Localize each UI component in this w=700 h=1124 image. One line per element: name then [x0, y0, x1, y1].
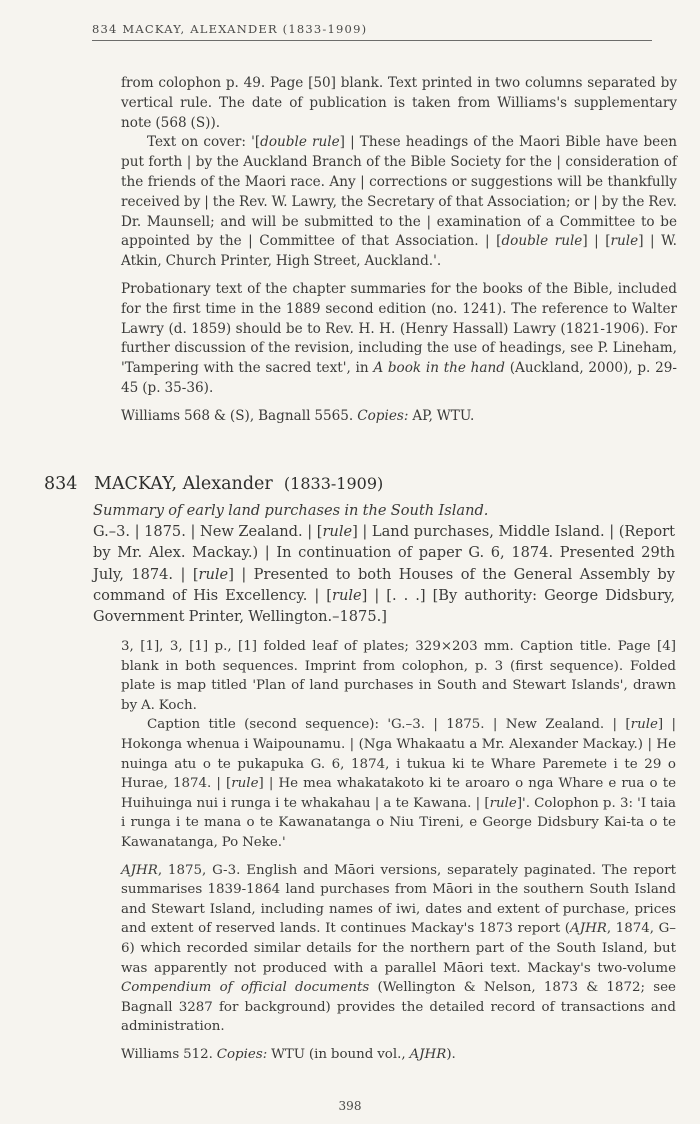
entry-transcription: G.–3. | 1875. | New Zealand. | [rule] | Land purchases, Middle Island. | (Report by Mr. Alex. Mackay.) | In continuation of paper G. 6, 1874. Presented 29th July, 1874. | [rule] | Presented to both Houses of the General Assembly by command of His Excellency. | [rule] | [. . .] [By authority: George Didsbury, Government Printer, Wellington.–1875.]: [93, 523, 675, 626]
paragraph-references: Williams 568 & (S), Bagnall 5565. Copies: AP, WTU.: [121, 407, 475, 424]
paragraph-caption-title: Caption title (second sequence): 'G.–3. | 1875. | New Zealand. | [rule] | Hokonga whenua i Waipounamu. | (Nga Whakaatu a Mr. Alexander Mackay.) | He nuinga atu o te pukapuka G. 6, 1874, i tukua ki te Whare Paremete i te 29 o Hurae, 1874. | [rule] | He mea whakatakoto ki te aroaro o nga Whare e rua o te Huihuinga nui i runga i te whakahau | a te Kawana. | [rule]'. Colophon p. 3: 'I taia i runga i te mana o te Kawanatanga o Niu Tireni, e George Didsbury Kai-ta o te Kawanatanga, Po Neke.': [121, 717, 677, 850]
entry-number: 834: [44, 474, 78, 494]
entry-title: Summary of early land purchases in the South Island.: [93, 502, 489, 519]
paragraph-cover-text: Text on cover: '[double rule] | These headings of the Maori Bible have been put forth | by the Auckland Branch of the Bible Society for the | consideration of the friends of the Maori race. Any | corrections or suggestions will be thankfully received by | the Rev. W. Lawry, the Secretary of that Association; or | by the Rev. Dr. Maunsell; and will be submitted to the | examination of a Committee to be appointed by the | Committee of that Association. | [double rule] | [rule] | W. Atkin, Church Printer, High Street, Auckland.'.: [121, 134, 678, 270]
paragraph-commentary: AJHR, 1875, G-3. English and Māori versions, separately paginated. The report summarises 1839-1864 land purchases from Māori in the southern South Island and Stewart Island, including names of iwi, dates and extent of purchase, prices and extent of reserved lands. It continues Mackay's 1873 report (AJHR, 1874, G–6) which recorded similar details for the northern part of the South Island, but was apparently not produced with a parallel Māori text. Mackay's two-volume Compendium of official documents (Wellington & Nelson, 1873 & 1872; see Bagnall 3287 for background) provides the detailed record of transactions and administration.: [121, 862, 676, 1035]
page-number: 398: [338, 1099, 362, 1113]
entry-title-block: [93, 500, 675, 627]
paragraph-collation: 3, [1], 3, [1] p., [1] folded leaf of plates; 329×203 mm. Caption title. Page [4] blank in both sequences. Imprint from colophon, p. 3 (first sequence). Folded plate is map titled 'Plan of land purchases in South and Stewart Islands', drawn by A. Koch.: [121, 639, 676, 713]
entry-heading: [44, 474, 664, 494]
running-head: 834 MACKAY, ALEXANDER (1833-1909): [92, 22, 652, 41]
paragraph-note: Probationary text of the chapter summaries for the books of the Bible, included for the first time in the 1889 second edition (no. 1241). The reference to Walter Lawry (d. 1859) should be to Rev. H. H. (Henry Hassall) Lawry (1821-1906). For further discussion of the revision, including the use of headings, see P. Lineham, 'Tampering with the sacred text', in A book in the hand (Auckland, 2000), p. 29-45 (p. 35-36).: [121, 280, 677, 396]
paragraph-collation-end: from colophon p. 49. Page [50] blank. Text printed in two columns separated by vertical rule. The date of publication is taken from Williams's supplementary note (568 (S)).: [121, 75, 677, 131]
previous-entry-continuation: [121, 74, 677, 427]
entry-author: MACKAY, Alexander: [94, 474, 273, 494]
paragraph-copies: Williams 512. Copies: WTU (in bound vol., AJHR).: [121, 1046, 456, 1062]
entry-description: [121, 637, 676, 1064]
entry-dates: (1833-1909): [283, 474, 384, 493]
